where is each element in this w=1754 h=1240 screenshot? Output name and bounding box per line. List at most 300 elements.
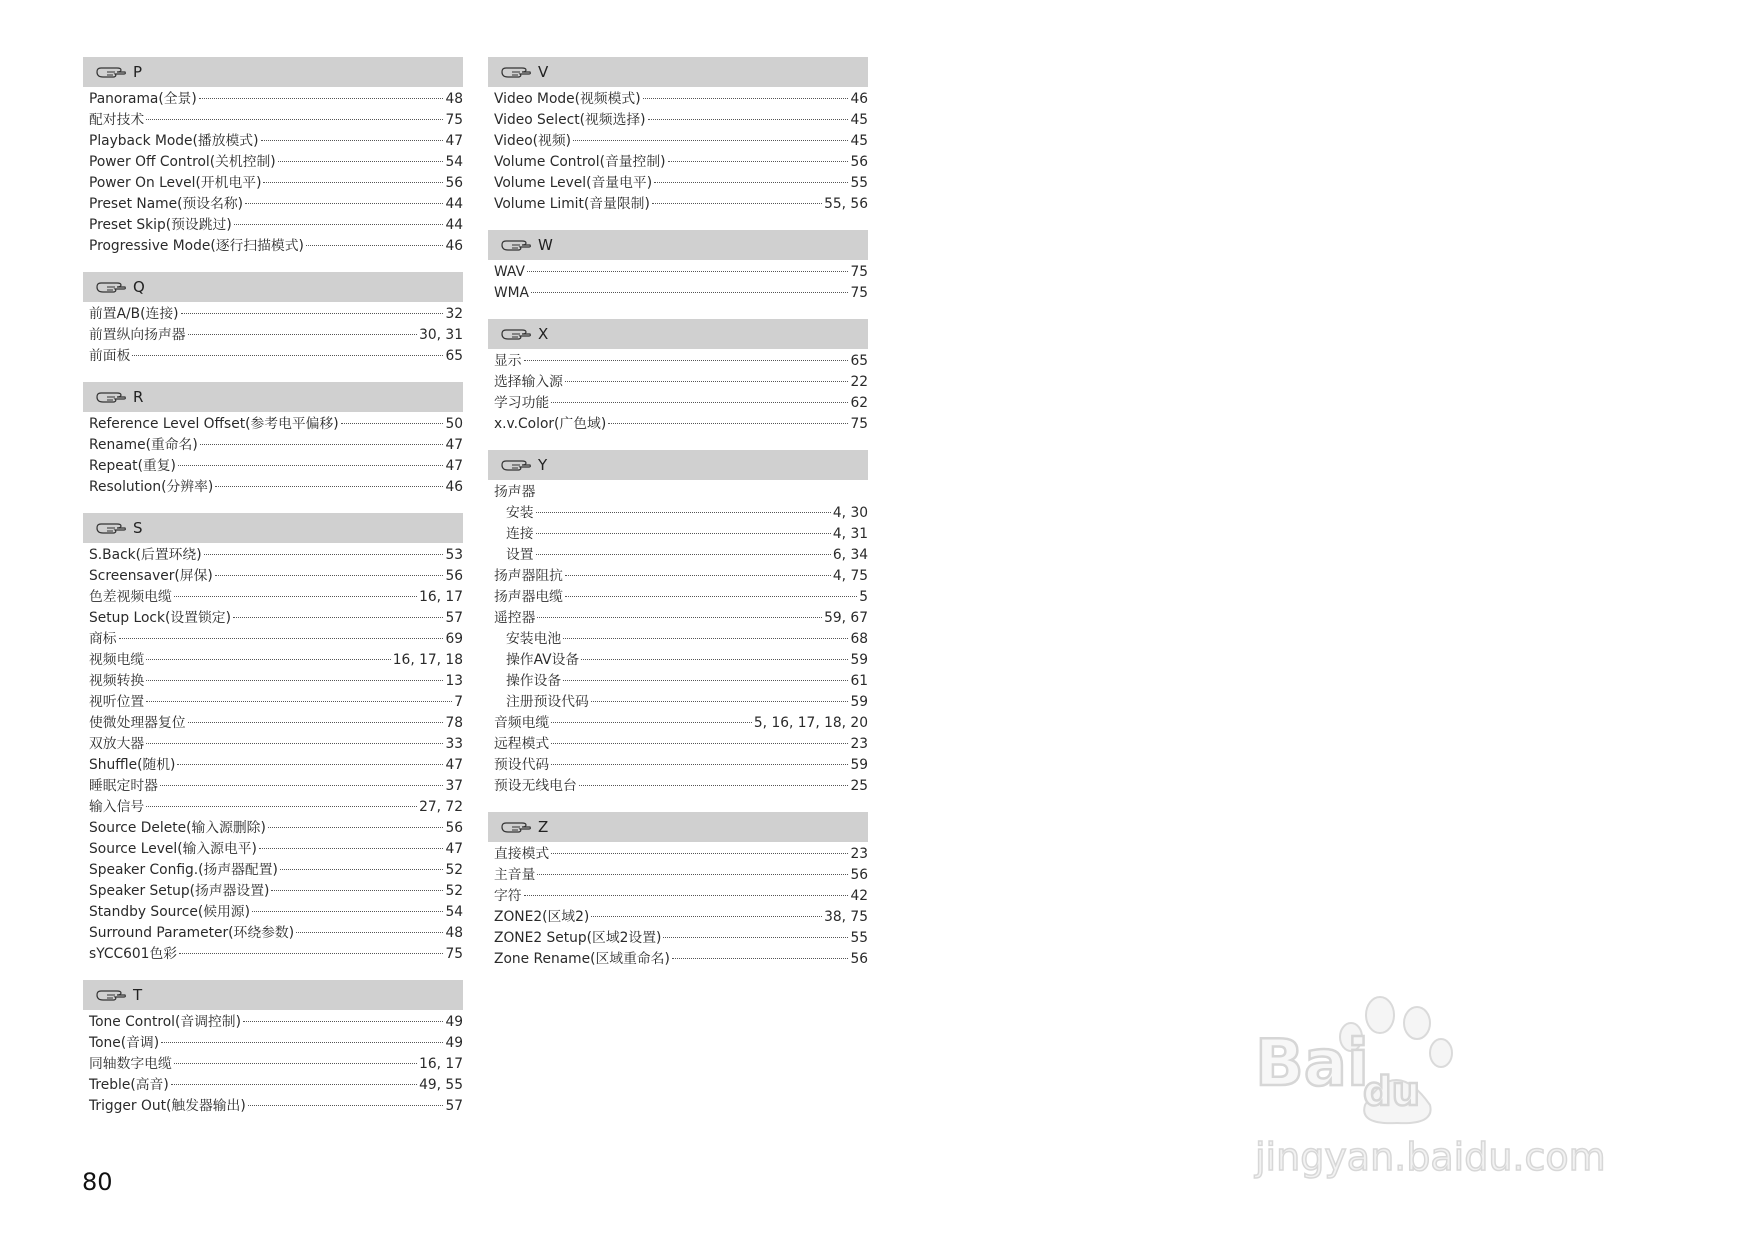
entry-page-ref: 48 xyxy=(445,91,463,107)
index-section-y xyxy=(488,450,868,797)
section-header xyxy=(83,382,463,412)
dot-leader xyxy=(654,182,848,183)
index-entry xyxy=(488,734,868,755)
entry-page-ref: 44 xyxy=(445,217,463,233)
index-entry xyxy=(83,818,463,839)
index-entry xyxy=(488,89,868,110)
dot-leader xyxy=(563,680,848,681)
entry-term: 同轴数字电缆 xyxy=(89,1056,172,1072)
index-entry xyxy=(83,477,463,498)
section-letter: X xyxy=(538,325,549,343)
watermark-url: jingyan.baidu.com xyxy=(1255,1135,1606,1179)
index-section-q xyxy=(83,272,463,367)
dot-leader xyxy=(146,680,443,681)
dot-leader xyxy=(188,722,444,723)
entry-term: WAV xyxy=(494,264,525,280)
index-entry xyxy=(83,587,463,608)
entry-page-ref: 56 xyxy=(850,154,868,170)
entry-page-ref: 13 xyxy=(445,673,463,689)
section-header xyxy=(488,230,868,260)
entry-page-ref: 4, 75 xyxy=(832,568,868,584)
entry-term: Playback Mode(播放模式) xyxy=(89,133,259,149)
pointing-hand-icon xyxy=(500,237,532,253)
entry-term: Repeat(重复) xyxy=(89,458,176,474)
index-entry xyxy=(488,907,868,928)
index-section-s xyxy=(83,513,463,965)
dot-leader xyxy=(672,958,849,959)
dot-leader xyxy=(551,764,848,765)
entry-page-ref: 54 xyxy=(445,904,463,920)
entry-page-ref: 59, 67 xyxy=(824,610,868,626)
index-entry xyxy=(83,860,463,881)
entry-term: Resolution(分辨率) xyxy=(89,479,214,495)
dot-leader xyxy=(248,1105,444,1106)
entry-term: 视频电缆 xyxy=(89,652,145,668)
index-entry xyxy=(83,923,463,944)
index-entry xyxy=(83,671,463,692)
index-section-v xyxy=(488,57,868,215)
entry-page-ref: 52 xyxy=(445,862,463,878)
entry-page-ref: 6, 34 xyxy=(832,547,868,563)
entry-page-ref: 47 xyxy=(445,757,463,773)
entry-page-ref: 62 xyxy=(850,395,868,411)
entry-page-ref: 52 xyxy=(445,883,463,899)
index-entry xyxy=(488,131,868,152)
dot-leader xyxy=(579,785,849,786)
index-entry xyxy=(488,482,868,503)
dot-leader xyxy=(146,119,443,120)
dot-leader xyxy=(215,575,444,576)
dot-leader xyxy=(259,848,443,849)
index-section-p xyxy=(83,57,463,257)
index-entry xyxy=(83,713,463,734)
entry-term: sYCC601色彩 xyxy=(89,946,178,962)
dot-leader xyxy=(234,224,444,225)
entry-page-ref: 75 xyxy=(850,416,868,432)
entry-page-ref: 56 xyxy=(445,175,463,191)
entry-term: Volume Control(音量控制) xyxy=(494,154,666,170)
index-entry xyxy=(488,283,868,304)
entry-term: 配对技术 xyxy=(89,112,145,128)
entry-page-ref: 37 xyxy=(445,778,463,794)
entry-term: 视频转换 xyxy=(89,673,145,689)
index-entry xyxy=(83,608,463,629)
index-entry xyxy=(83,755,463,776)
index-entry xyxy=(83,346,463,367)
entry-page-ref: 68 xyxy=(850,631,868,647)
dot-leader xyxy=(537,874,848,875)
index-entry xyxy=(83,797,463,818)
entry-term: 输入信号 xyxy=(89,799,145,815)
section-letter: Y xyxy=(538,456,548,474)
pointing-hand-icon xyxy=(500,64,532,80)
entry-term: Treble(高音) xyxy=(89,1077,169,1093)
baidu-paw-logo xyxy=(1255,985,1495,1135)
entry-term: Tone(音调) xyxy=(89,1035,160,1051)
entry-term: Volume Level(音量电平) xyxy=(494,175,653,191)
entry-term: 预设代码 xyxy=(494,757,550,773)
entry-term: Surround Parameter(环绕参数) xyxy=(89,925,295,941)
entry-term: Volume Limit(音量限制) xyxy=(494,196,650,212)
index-entry xyxy=(488,886,868,907)
dot-leader xyxy=(306,245,444,246)
entry-term: Video(视频) xyxy=(494,133,572,149)
index-column-right xyxy=(488,57,868,985)
entry-page-ref: 59 xyxy=(850,652,868,668)
entry-term: 扬声器阻抗 xyxy=(494,568,563,584)
dot-leader xyxy=(573,140,848,141)
section-header xyxy=(488,812,868,842)
index-entry xyxy=(83,215,463,236)
entry-term: 音频电缆 xyxy=(494,715,550,731)
dot-leader xyxy=(245,203,443,204)
section-letter: R xyxy=(133,388,144,406)
pointing-hand-icon xyxy=(95,279,127,295)
index-entry xyxy=(488,587,868,608)
watermark xyxy=(1255,985,1606,1179)
index-entry xyxy=(83,194,463,215)
entry-term: 安装 xyxy=(506,505,534,521)
index-subentry xyxy=(488,629,868,650)
pointing-hand-icon xyxy=(95,389,127,405)
entry-page-ref: 44 xyxy=(445,196,463,212)
dot-leader xyxy=(524,360,849,361)
entry-term: 远程模式 xyxy=(494,736,550,752)
section-letter: Q xyxy=(133,278,145,296)
section-header xyxy=(488,319,868,349)
index-entry xyxy=(83,650,463,671)
index-section-t xyxy=(83,980,463,1117)
section-header xyxy=(488,450,868,480)
entry-term: 扬声器 xyxy=(494,484,536,500)
section-header xyxy=(83,980,463,1010)
entry-term: 操作设备 xyxy=(506,673,562,689)
entry-page-ref: 16, 17, 18 xyxy=(392,652,463,668)
dot-leader xyxy=(563,638,848,639)
index-entry xyxy=(83,902,463,923)
dot-leader xyxy=(178,465,444,466)
index-entry xyxy=(83,89,463,110)
entry-term: 字符 xyxy=(494,888,522,904)
svg-text:du: du xyxy=(1363,1069,1421,1115)
entry-page-ref: 56 xyxy=(850,951,868,967)
dot-leader xyxy=(200,444,444,445)
entry-page-ref: 57 xyxy=(445,1098,463,1114)
dot-leader xyxy=(263,182,443,183)
entry-term: 设置 xyxy=(506,547,534,563)
entry-page-ref: 54 xyxy=(445,154,463,170)
entry-term: Trigger Out(触发器输出) xyxy=(89,1098,246,1114)
entry-page-ref: 75 xyxy=(850,285,868,301)
entry-page-ref: 4, 31 xyxy=(832,526,868,542)
entry-page-ref: 33 xyxy=(445,736,463,752)
dot-leader xyxy=(181,313,444,314)
index-entry xyxy=(83,1012,463,1033)
section-header xyxy=(83,272,463,302)
dot-leader xyxy=(551,853,848,854)
index-entry xyxy=(488,372,868,393)
entry-page-ref: 47 xyxy=(445,841,463,857)
dot-leader xyxy=(146,743,443,744)
entry-term: 睡眠定时器 xyxy=(89,778,158,794)
entry-page-ref: 16, 17 xyxy=(419,1056,463,1072)
index-subentry xyxy=(488,692,868,713)
index-entry xyxy=(83,1054,463,1075)
dot-leader xyxy=(551,743,848,744)
dot-leader xyxy=(204,554,444,555)
index-section-w xyxy=(488,230,868,304)
entry-term: x.v.Color(广色域) xyxy=(494,416,607,432)
section-letter: V xyxy=(538,63,549,81)
pointing-hand-icon xyxy=(500,819,532,835)
entry-page-ref: 49 xyxy=(445,1014,463,1030)
entry-term: 前置纵向扬声器 xyxy=(89,327,186,343)
index-entry xyxy=(83,173,463,194)
dot-leader xyxy=(278,161,444,162)
entry-page-ref: 59 xyxy=(850,757,868,773)
entry-page-ref: 30, 31 xyxy=(419,327,463,343)
entry-term: Reference Level Offset(参考电平偏移) xyxy=(89,416,339,432)
entry-page-ref: 16, 17 xyxy=(419,589,463,605)
section-letter: Z xyxy=(538,818,549,836)
entry-page-ref: 47 xyxy=(445,133,463,149)
index-subentry xyxy=(488,650,868,671)
dot-leader xyxy=(146,659,391,660)
dot-leader xyxy=(341,423,444,424)
dot-leader xyxy=(215,486,443,487)
entry-page-ref: 75 xyxy=(850,264,868,280)
index-subentry xyxy=(488,545,868,566)
entry-page-ref: 23 xyxy=(850,736,868,752)
dot-leader xyxy=(199,98,444,99)
entry-term: Rename(重命名) xyxy=(89,437,198,453)
entry-page-ref: 5 xyxy=(859,589,868,605)
entry-term: Shuffle(随机) xyxy=(89,757,176,773)
index-entry xyxy=(488,351,868,372)
index-entry xyxy=(488,393,868,414)
entry-page-ref: 65 xyxy=(850,353,868,369)
index-entry xyxy=(83,435,463,456)
dot-leader xyxy=(652,203,822,204)
index-entry xyxy=(488,844,868,865)
entry-term: 使微处理器复位 xyxy=(89,715,186,731)
entry-page-ref: 25 xyxy=(850,778,868,794)
index-section-r xyxy=(83,382,463,498)
entry-page-ref: 53 xyxy=(445,547,463,563)
index-entry xyxy=(83,734,463,755)
entry-term: 直接模式 xyxy=(494,846,550,862)
entry-term: S.Back(后置环绕) xyxy=(89,547,202,563)
index-entry xyxy=(488,152,868,173)
entry-page-ref: 56 xyxy=(445,820,463,836)
index-entry xyxy=(83,545,463,566)
entry-page-ref: 56 xyxy=(445,568,463,584)
entry-page-ref: 32 xyxy=(445,306,463,322)
entry-page-ref: 45 xyxy=(850,112,868,128)
index-entry xyxy=(488,194,868,215)
entry-page-ref: 49 xyxy=(445,1035,463,1051)
entry-term: 显示 xyxy=(494,353,522,369)
entry-term: Zone Rename(区域重命名) xyxy=(494,951,670,967)
dot-leader xyxy=(551,402,848,403)
index-entry xyxy=(83,456,463,477)
entry-page-ref: 75 xyxy=(445,946,463,962)
dot-leader xyxy=(171,1084,417,1085)
entry-page-ref: 46 xyxy=(850,91,868,107)
dot-leader xyxy=(271,890,443,891)
dot-leader xyxy=(188,334,418,335)
entry-term: 操作AV设备 xyxy=(506,652,580,668)
section-header xyxy=(83,57,463,87)
entry-term: 前置A/B(连接) xyxy=(89,306,179,322)
dot-leader xyxy=(643,98,849,99)
index-entry xyxy=(488,566,868,587)
dot-leader xyxy=(261,140,444,141)
dot-leader xyxy=(536,554,831,555)
entry-page-ref: 55 xyxy=(850,175,868,191)
entry-page-ref: 69 xyxy=(445,631,463,647)
index-entry xyxy=(83,110,463,131)
section-letter: W xyxy=(538,236,553,254)
page-number: 80 xyxy=(82,1168,113,1196)
dot-leader xyxy=(591,701,849,702)
index-entry xyxy=(83,304,463,325)
entry-term: Panorama(全景) xyxy=(89,91,197,107)
index-entry xyxy=(83,1096,463,1117)
entry-term: WMA xyxy=(494,285,529,301)
index-entry xyxy=(488,110,868,131)
dot-leader xyxy=(268,827,444,828)
entry-term: Screensaver(屏保) xyxy=(89,568,213,584)
entry-term: Preset Skip(预设跳过) xyxy=(89,217,232,233)
dot-leader xyxy=(663,937,848,938)
index-entry xyxy=(83,776,463,797)
entry-page-ref: 27, 72 xyxy=(419,799,463,815)
entry-term: Source Delete(输入源删除) xyxy=(89,820,266,836)
entry-term: Preset Name(预设名称) xyxy=(89,196,244,212)
entry-term: 连接 xyxy=(506,526,534,542)
entry-term: 商标 xyxy=(89,631,117,647)
pointing-hand-icon xyxy=(95,987,127,1003)
entry-term: 双放大器 xyxy=(89,736,145,752)
index-entry xyxy=(488,608,868,629)
index-entry xyxy=(488,262,868,283)
dot-leader xyxy=(536,512,831,513)
entry-page-ref: 23 xyxy=(850,846,868,862)
dot-leader xyxy=(132,355,443,356)
section-header xyxy=(488,57,868,87)
entry-term: Source Level(输入源电平) xyxy=(89,841,257,857)
pointing-hand-icon xyxy=(95,520,127,536)
index-entry xyxy=(83,325,463,346)
index-entry xyxy=(488,776,868,797)
entry-page-ref: 7 xyxy=(454,694,463,710)
index-entry xyxy=(83,236,463,257)
entry-page-ref: 22 xyxy=(850,374,868,390)
dot-leader xyxy=(177,764,443,765)
entry-page-ref: 75 xyxy=(445,112,463,128)
entry-term: 注册预设代码 xyxy=(506,694,589,710)
entry-term: 学习功能 xyxy=(494,395,550,411)
dot-leader xyxy=(565,575,831,576)
index-entry xyxy=(83,566,463,587)
entry-term: 选择输入源 xyxy=(494,374,563,390)
dot-leader xyxy=(179,953,443,954)
entry-page-ref: 65 xyxy=(445,348,463,364)
entry-page-ref: 46 xyxy=(445,479,463,495)
index-entry xyxy=(83,881,463,902)
index-entry xyxy=(83,414,463,435)
dot-leader xyxy=(591,916,822,917)
entry-page-ref: 38, 75 xyxy=(824,909,868,925)
index-entry xyxy=(488,928,868,949)
entry-page-ref: 55 xyxy=(850,930,868,946)
section-letter: P xyxy=(133,63,143,81)
index-entry xyxy=(83,1075,463,1096)
entry-term: 前面板 xyxy=(89,348,131,364)
index-entry xyxy=(83,1033,463,1054)
entry-page-ref: 47 xyxy=(445,458,463,474)
section-header xyxy=(83,513,463,543)
index-entry xyxy=(83,692,463,713)
entry-term: 主音量 xyxy=(494,867,536,883)
index-subentry xyxy=(488,524,868,545)
pointing-hand-icon xyxy=(500,457,532,473)
entry-term: Tone Control(音调控制) xyxy=(89,1014,241,1030)
entry-term: 安装电池 xyxy=(506,631,562,647)
entry-page-ref: 47 xyxy=(445,437,463,453)
entry-term: 预设无线电台 xyxy=(494,778,577,794)
entry-term: Setup Lock(设置锁定) xyxy=(89,610,231,626)
index-entry xyxy=(83,839,463,860)
dot-leader xyxy=(537,617,822,618)
dot-leader xyxy=(146,701,452,702)
index-column-left xyxy=(83,57,463,1132)
dot-leader xyxy=(174,596,417,597)
entry-page-ref: 57 xyxy=(445,610,463,626)
dot-leader xyxy=(160,785,443,786)
index-section-z xyxy=(488,812,868,970)
index-entry xyxy=(488,414,868,435)
entry-term: ZONE2(区域2) xyxy=(494,909,590,925)
dot-leader xyxy=(243,1021,443,1022)
dot-leader xyxy=(551,722,752,723)
entry-term: Power On Level(开机电平) xyxy=(89,175,262,191)
entry-page-ref: 45 xyxy=(850,133,868,149)
entry-page-ref: 56 xyxy=(850,867,868,883)
entry-page-ref: 78 xyxy=(445,715,463,731)
entry-term: Speaker Config.(扬声器配置) xyxy=(89,862,278,878)
dot-leader xyxy=(668,161,849,162)
dot-leader xyxy=(648,119,849,120)
index-entry xyxy=(488,865,868,886)
entry-term: 视听位置 xyxy=(89,694,145,710)
dot-leader xyxy=(233,617,443,618)
index-entry xyxy=(488,173,868,194)
entry-term: 扬声器电缆 xyxy=(494,589,563,605)
entry-page-ref: 55, 56 xyxy=(824,196,868,212)
entry-page-ref: 48 xyxy=(445,925,463,941)
entry-term: Power Off Control(关机控制) xyxy=(89,154,276,170)
section-letter: T xyxy=(133,986,143,1004)
index-entry xyxy=(488,713,868,734)
entry-page-ref: 61 xyxy=(850,673,868,689)
entry-term: Standby Source(候用源) xyxy=(89,904,250,920)
dot-leader xyxy=(161,1042,443,1043)
dot-leader xyxy=(608,423,848,424)
dot-leader xyxy=(565,596,857,597)
pointing-hand-icon xyxy=(500,326,532,342)
